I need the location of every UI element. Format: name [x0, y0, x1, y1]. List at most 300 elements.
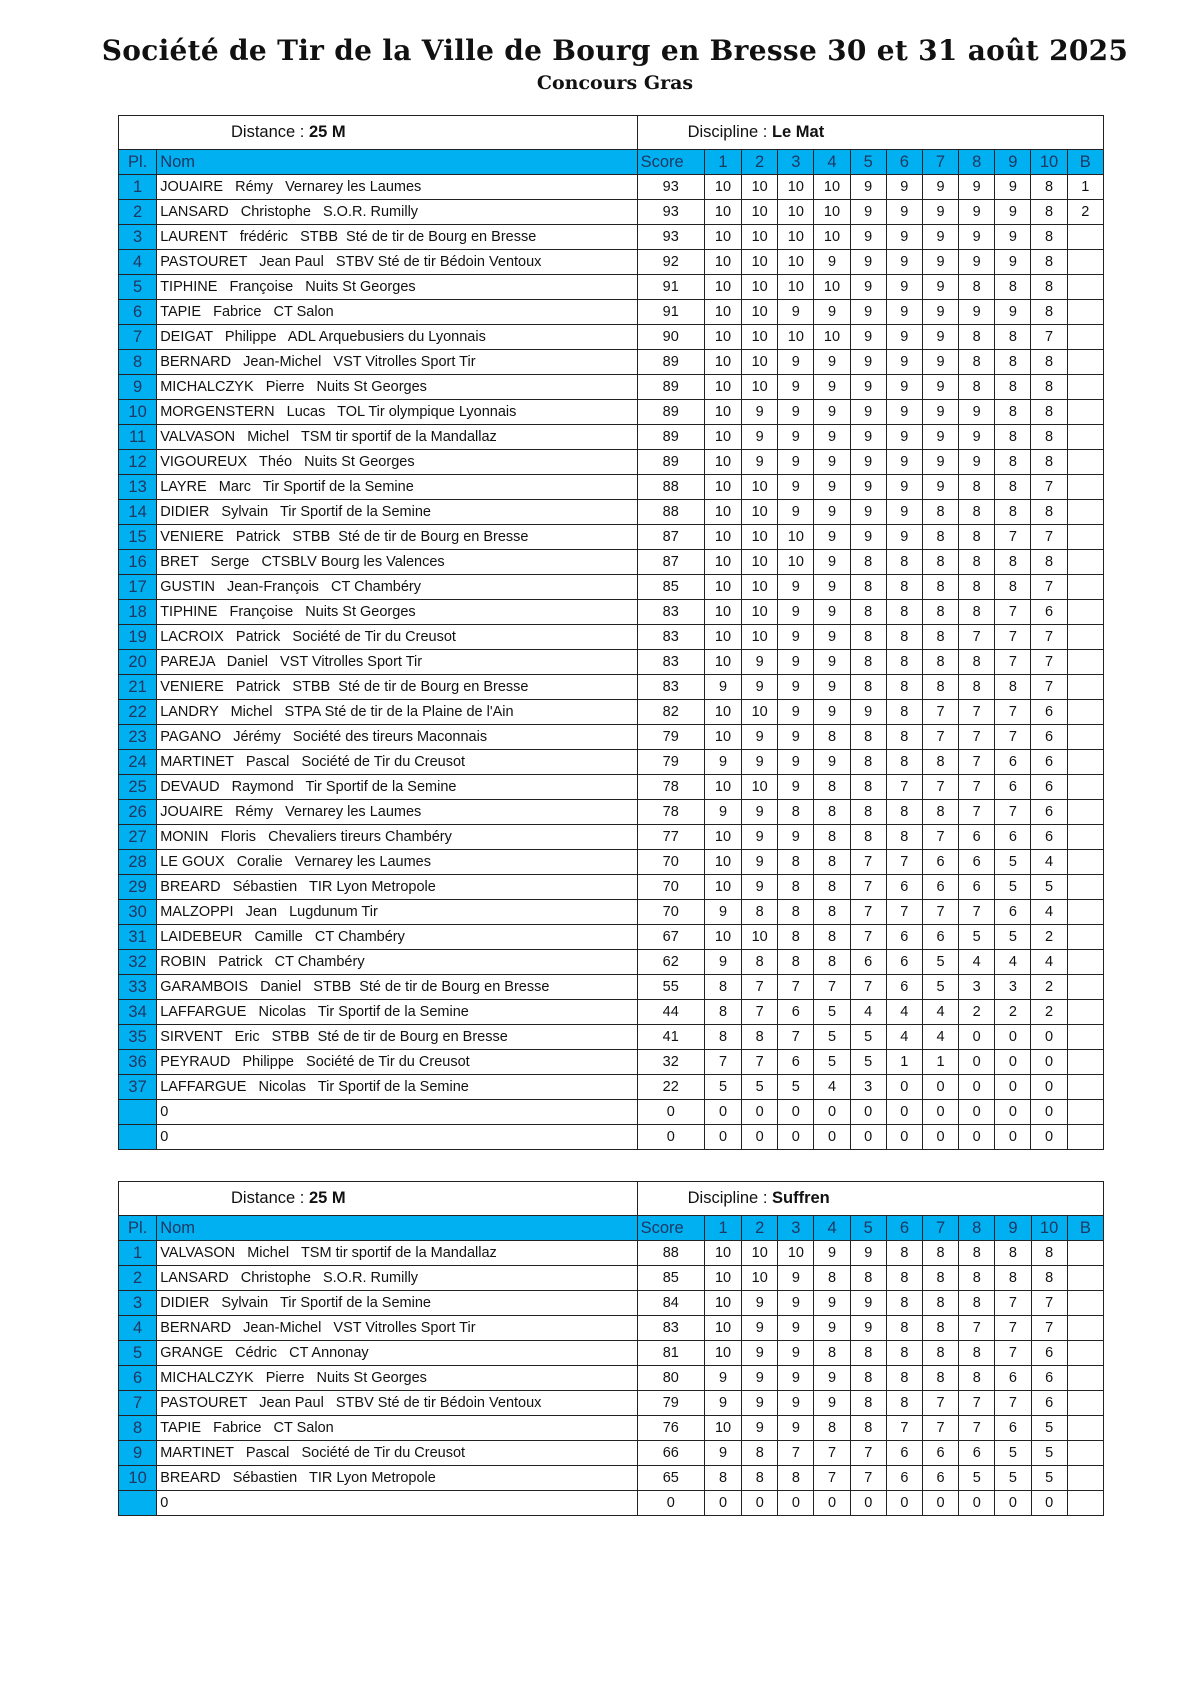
shot-cell: 10 — [704, 275, 741, 300]
shot-cell: 9 — [886, 300, 922, 325]
table-info-row — [119, 1182, 1104, 1216]
shot-cell: 6 — [1031, 725, 1067, 750]
shot-cell: 6 — [1031, 1366, 1067, 1391]
shot-cell: 8 — [886, 700, 922, 725]
barrage-cell — [1067, 1466, 1103, 1491]
name-cell: LE GOUX Coralie Vernarey les Laumes — [157, 850, 637, 875]
name-cell: LAURENT frédéric STBB Sté de tir de Bourg en Bresse — [157, 225, 637, 250]
shot-cell: 9 — [742, 425, 778, 450]
shot-cell: 6 — [959, 825, 995, 850]
shot-cell: 7 — [959, 725, 995, 750]
shot-cell: 8 — [778, 950, 814, 975]
shot-cell: 9 — [742, 675, 778, 700]
place-cell: 9 — [119, 375, 157, 400]
shot-cell: 10 — [742, 525, 778, 550]
shot-cell: 9 — [778, 500, 814, 525]
shot-cell: 8 — [778, 900, 814, 925]
shot-cell: 6 — [1031, 775, 1067, 800]
shot-cell: 8 — [995, 675, 1031, 700]
barrage-cell — [1067, 450, 1103, 475]
shot-cell: 9 — [886, 225, 922, 250]
shot-cell: 8 — [959, 1266, 995, 1291]
shot-cell: 8 — [995, 350, 1031, 375]
place-cell: 10 — [119, 1466, 157, 1491]
shot-cell: 8 — [923, 1341, 959, 1366]
table-row — [119, 850, 1104, 875]
shot-cell: 8 — [814, 1341, 850, 1366]
table-row — [119, 1466, 1104, 1491]
shot-cell: 4 — [922, 1025, 958, 1050]
shot-cell: 8 — [850, 825, 886, 850]
shot-cell: 10 — [814, 225, 850, 250]
shot-cell: 8 — [995, 375, 1031, 400]
shot-cell: 9 — [995, 300, 1031, 325]
place-cell: 24 — [119, 750, 157, 775]
shot-cell: 10 — [704, 225, 741, 250]
shot-cell: 10 — [704, 450, 741, 475]
name-cell: MORGENSTERN Lucas TOL Tir olympique Lyonnais — [157, 400, 637, 425]
score-cell: 83 — [637, 650, 704, 675]
barrage-cell — [1067, 500, 1103, 525]
shot-cell: 8 — [959, 525, 995, 550]
shot-cell: 6 — [922, 875, 958, 900]
shot-cell: 10 — [778, 175, 814, 200]
shot-cell: 8 — [959, 1341, 995, 1366]
shot-cell: 8 — [959, 650, 995, 675]
shot-cell: 9 — [704, 1366, 741, 1391]
shot-cell: 10 — [704, 1241, 741, 1266]
shot-cell: 8 — [995, 425, 1031, 450]
name-cell: JOUAIRE Rémy Vernarey les Laumes — [157, 175, 637, 200]
shot-cell: 7 — [959, 775, 995, 800]
column-header: 6 — [886, 1216, 922, 1241]
shot-cell: 9 — [995, 200, 1031, 225]
shot-cell: 9 — [814, 600, 850, 625]
shot-cell: 8 — [778, 800, 814, 825]
shot-cell: 10 — [704, 850, 741, 875]
column-header: Score — [637, 150, 704, 175]
shot-cell: 9 — [850, 350, 886, 375]
barrage-cell — [1067, 1125, 1103, 1150]
shot-cell: 8 — [778, 1466, 814, 1491]
discipline-label: Discipline : — [687, 123, 772, 141]
place-cell — [119, 1125, 157, 1150]
shot-cell: 9 — [704, 800, 741, 825]
shot-cell: 7 — [995, 725, 1031, 750]
shot-cell: 10 — [704, 875, 741, 900]
shot-cell: 10 — [704, 775, 741, 800]
place-cell: 6 — [119, 1366, 157, 1391]
shot-cell: 2 — [995, 1000, 1031, 1025]
column-header: 5 — [850, 150, 886, 175]
shot-cell: 0 — [814, 1125, 850, 1150]
shot-cell: 9 — [778, 700, 814, 725]
place-cell: 6 — [119, 300, 157, 325]
shot-cell: 9 — [850, 325, 886, 350]
shot-cell: 8 — [850, 1416, 886, 1441]
shot-cell: 8 — [923, 1366, 959, 1391]
shot-cell: 5 — [814, 1000, 850, 1025]
shot-cell: 9 — [886, 425, 922, 450]
score-cell: 89 — [637, 400, 704, 425]
shot-cell: 7 — [922, 725, 958, 750]
shot-cell: 8 — [704, 1466, 741, 1491]
shot-cell: 7 — [742, 1050, 778, 1075]
score-cell: 89 — [637, 425, 704, 450]
place-cell: 22 — [119, 700, 157, 725]
shot-cell: 2 — [959, 1000, 995, 1025]
shot-cell: 10 — [704, 625, 741, 650]
column-header: Pl. — [119, 150, 157, 175]
shot-cell: 9 — [995, 175, 1031, 200]
shot-cell: 0 — [886, 1125, 922, 1150]
shot-cell: 6 — [922, 925, 958, 950]
shot-cell: 8 — [959, 1241, 995, 1266]
table-row — [119, 950, 1104, 975]
shot-cell: 10 — [742, 350, 778, 375]
shot-cell: 8 — [922, 525, 958, 550]
barrage-cell — [1067, 1391, 1103, 1416]
shot-cell: 8 — [742, 1466, 778, 1491]
shot-cell: 6 — [886, 1466, 922, 1491]
shot-cell: 0 — [995, 1491, 1031, 1516]
table-row — [119, 1316, 1104, 1341]
shot-cell: 7 — [995, 600, 1031, 625]
shot-cell: 9 — [922, 225, 958, 250]
shot-cell: 9 — [742, 400, 778, 425]
shot-cell: 10 — [778, 275, 814, 300]
column-header: 8 — [959, 1216, 995, 1241]
table-row — [119, 1416, 1104, 1441]
barrage-cell — [1067, 1291, 1103, 1316]
shot-cell: 7 — [923, 1416, 959, 1441]
shot-cell: 9 — [814, 375, 850, 400]
shot-cell: 8 — [886, 1316, 922, 1341]
name-cell: DIDIER Sylvain Tir Sportif de la Semine — [157, 1291, 637, 1316]
shot-cell: 4 — [886, 1000, 922, 1025]
barrage-cell — [1067, 900, 1103, 925]
place-cell: 25 — [119, 775, 157, 800]
barrage-cell — [1067, 675, 1103, 700]
shot-cell: 9 — [850, 1291, 886, 1316]
shot-cell: 8 — [742, 1025, 778, 1050]
shot-cell: 5 — [922, 950, 958, 975]
name-cell: MARTINET Pascal Société de Tir du Creusot — [157, 750, 637, 775]
shot-cell: 9 — [704, 1391, 741, 1416]
shot-cell: 6 — [959, 1441, 995, 1466]
shot-cell: 9 — [778, 575, 814, 600]
column-header: 1 — [704, 1216, 741, 1241]
table-row — [119, 900, 1104, 925]
shot-cell: 7 — [1031, 1316, 1067, 1341]
shot-cell: 8 — [922, 750, 958, 775]
barrage-cell — [1067, 1366, 1103, 1391]
discipline-cell — [637, 1182, 1103, 1216]
shot-cell: 7 — [1031, 650, 1067, 675]
score-cell: 89 — [637, 375, 704, 400]
shot-cell: 8 — [995, 1241, 1031, 1266]
shot-cell: 10 — [814, 275, 850, 300]
column-header: Pl. — [119, 1216, 157, 1241]
shot-cell: 9 — [814, 1391, 850, 1416]
shot-cell: 8 — [1031, 225, 1067, 250]
shot-cell: 8 — [1031, 450, 1067, 475]
shot-cell: 8 — [886, 750, 922, 775]
place-cell: 8 — [119, 1416, 157, 1441]
score-cell: 83 — [637, 1316, 704, 1341]
score-cell: 70 — [637, 875, 704, 900]
shot-cell: 9 — [850, 450, 886, 475]
shot-cell: 9 — [850, 300, 886, 325]
shot-cell: 8 — [1031, 300, 1067, 325]
shot-cell: 9 — [742, 1416, 778, 1441]
distance-cell — [119, 1182, 638, 1216]
barrage-cell — [1067, 1316, 1103, 1341]
shot-cell: 9 — [778, 1266, 814, 1291]
shot-cell: 9 — [778, 1316, 814, 1341]
table-row — [119, 1366, 1104, 1391]
barrage-cell — [1067, 300, 1103, 325]
shot-cell: 4 — [814, 1075, 850, 1100]
shot-cell: 0 — [1031, 1491, 1067, 1516]
score-cell: 62 — [637, 950, 704, 975]
score-cell: 0 — [637, 1125, 704, 1150]
shot-cell: 1 — [886, 1050, 922, 1075]
score-cell: 89 — [637, 450, 704, 475]
column-header: Nom — [157, 1216, 637, 1241]
shot-cell: 9 — [922, 250, 958, 275]
name-cell: LANSARD Christophe S.O.R. Rumilly — [157, 200, 637, 225]
shot-cell: 0 — [778, 1125, 814, 1150]
shot-cell: 8 — [1031, 200, 1067, 225]
shot-cell: 9 — [778, 425, 814, 450]
shot-cell: 10 — [704, 925, 741, 950]
shot-cell: 8 — [1031, 400, 1067, 425]
column-header: B — [1067, 150, 1103, 175]
shot-cell: 8 — [814, 925, 850, 950]
score-cell: 80 — [637, 1366, 704, 1391]
shot-cell: 6 — [1031, 800, 1067, 825]
shot-cell: 8 — [995, 275, 1031, 300]
shot-cell: 9 — [850, 475, 886, 500]
place-cell: 3 — [119, 225, 157, 250]
shot-cell: 8 — [704, 1025, 741, 1050]
shot-cell: 5 — [704, 1075, 741, 1100]
shot-cell: 9 — [959, 175, 995, 200]
name-cell: VENIERE Patrick STBB Sté de tir de Bourg en Bresse — [157, 525, 637, 550]
shot-cell: 9 — [814, 500, 850, 525]
shot-cell: 8 — [995, 550, 1031, 575]
shot-cell: 6 — [886, 1441, 922, 1466]
table-row — [119, 375, 1104, 400]
shot-cell: 10 — [704, 650, 741, 675]
shot-cell: 10 — [742, 925, 778, 950]
table-row — [119, 500, 1104, 525]
name-cell: PASTOURET Jean Paul STBV Sté de tir Bédoin Ventoux — [157, 1391, 637, 1416]
discipline-value: Le Mat — [771, 123, 825, 141]
column-header: 2 — [742, 1216, 778, 1241]
score-cell: 82 — [637, 700, 704, 725]
shot-cell: 0 — [995, 1075, 1031, 1100]
shot-cell: 10 — [814, 175, 850, 200]
score-cell: 83 — [637, 600, 704, 625]
shot-cell: 6 — [1031, 1341, 1067, 1366]
barrage-cell — [1067, 575, 1103, 600]
place-cell: 32 — [119, 950, 157, 975]
place-cell: 16 — [119, 550, 157, 575]
shot-cell: 8 — [886, 1391, 922, 1416]
shot-cell: 9 — [922, 450, 958, 475]
shot-cell: 10 — [742, 575, 778, 600]
score-cell: 88 — [637, 500, 704, 525]
shot-cell: 8 — [814, 800, 850, 825]
barrage-cell — [1067, 375, 1103, 400]
shot-cell: 8 — [1031, 550, 1067, 575]
barrage-cell — [1067, 425, 1103, 450]
score-cell: 32 — [637, 1050, 704, 1075]
shot-cell: 10 — [778, 200, 814, 225]
shot-cell: 0 — [1031, 1075, 1067, 1100]
shot-cell: 7 — [959, 800, 995, 825]
distance-cell — [119, 116, 638, 150]
shot-cell: 9 — [922, 275, 958, 300]
shot-cell: 8 — [1031, 350, 1067, 375]
shot-cell: 5 — [1031, 1441, 1067, 1466]
score-cell: 87 — [637, 550, 704, 575]
shot-cell: 10 — [742, 625, 778, 650]
shot-cell: 0 — [814, 1491, 850, 1516]
score-cell: 67 — [637, 925, 704, 950]
shot-cell: 0 — [1031, 1125, 1067, 1150]
shot-cell: 0 — [959, 1100, 995, 1125]
shot-cell: 9 — [922, 175, 958, 200]
barrage-cell: 1 — [1067, 175, 1103, 200]
shot-cell: 9 — [778, 825, 814, 850]
shot-cell: 7 — [850, 1441, 886, 1466]
shot-cell: 8 — [959, 350, 995, 375]
shot-cell: 9 — [814, 1316, 850, 1341]
table-row — [119, 1050, 1104, 1075]
table-row — [119, 925, 1104, 950]
shot-cell: 9 — [850, 425, 886, 450]
shot-cell: 9 — [922, 400, 958, 425]
shot-cell: 5 — [995, 850, 1031, 875]
shot-cell: 8 — [959, 1291, 995, 1316]
page-subtitle: Concours Gras — [536, 72, 694, 94]
table-row — [119, 725, 1104, 750]
shot-cell: 9 — [886, 200, 922, 225]
shot-cell: 0 — [995, 1100, 1031, 1125]
shot-cell: 0 — [959, 1025, 995, 1050]
shot-cell: 8 — [850, 800, 886, 825]
shot-cell: 10 — [778, 550, 814, 575]
shot-cell: 10 — [742, 300, 778, 325]
shot-cell: 7 — [922, 825, 958, 850]
shot-cell: 9 — [778, 1341, 814, 1366]
name-cell: MICHALCZYK Pierre Nuits St Georges — [157, 375, 637, 400]
shot-cell: 8 — [850, 600, 886, 625]
name-cell: TAPIE Fabrice CT Salon — [157, 1416, 637, 1441]
barrage-cell — [1067, 850, 1103, 875]
shot-cell: 9 — [778, 475, 814, 500]
shot-cell: 8 — [922, 800, 958, 825]
score-cell: 79 — [637, 725, 704, 750]
shot-cell: 10 — [704, 200, 741, 225]
shot-cell: 8 — [850, 775, 886, 800]
shot-cell: 8 — [1031, 250, 1067, 275]
shot-cell: 7 — [1031, 475, 1067, 500]
shot-cell: 0 — [995, 1025, 1031, 1050]
barrage-cell: 2 — [1067, 200, 1103, 225]
shot-cell: 9 — [850, 275, 886, 300]
shot-cell: 7 — [959, 1391, 995, 1416]
score-cell: 66 — [637, 1441, 704, 1466]
shot-cell: 9 — [778, 400, 814, 425]
name-cell: LAYRE Marc Tir Sportif de la Semine — [157, 475, 637, 500]
shot-cell: 9 — [959, 425, 995, 450]
shot-cell: 6 — [995, 1416, 1031, 1441]
shot-cell: 5 — [778, 1075, 814, 1100]
name-cell: 0 — [157, 1491, 637, 1516]
table-row — [119, 750, 1104, 775]
shot-cell: 10 — [704, 375, 741, 400]
shot-cell: 8 — [923, 1316, 959, 1341]
shot-cell: 3 — [850, 1075, 886, 1100]
table-row — [119, 325, 1104, 350]
name-cell: SIRVENT Eric STBB Sté de tir de Bourg en Bresse — [157, 1025, 637, 1050]
column-header: 7 — [923, 1216, 959, 1241]
shot-cell: 0 — [922, 1100, 958, 1125]
table-row — [119, 1341, 1104, 1366]
shot-cell: 9 — [778, 1291, 814, 1316]
shot-cell: 8 — [850, 575, 886, 600]
place-cell: 3 — [119, 1291, 157, 1316]
results-table-suffren — [118, 1181, 1104, 1516]
score-cell: 0 — [637, 1100, 704, 1125]
shot-cell: 9 — [704, 1441, 741, 1466]
score-cell: 79 — [637, 750, 704, 775]
shot-cell: 0 — [995, 1050, 1031, 1075]
name-cell: DIDIER Sylvain Tir Sportif de la Semine — [157, 500, 637, 525]
shot-cell: 9 — [850, 700, 886, 725]
shot-cell: 0 — [742, 1125, 778, 1150]
shot-cell: 7 — [995, 650, 1031, 675]
place-cell: 1 — [119, 175, 157, 200]
barrage-cell — [1067, 550, 1103, 575]
shot-cell: 10 — [704, 500, 741, 525]
shot-cell: 10 — [704, 575, 741, 600]
score-cell: 78 — [637, 775, 704, 800]
shot-cell: 8 — [1031, 275, 1067, 300]
shot-cell: 8 — [959, 500, 995, 525]
place-cell: 15 — [119, 525, 157, 550]
table-row — [119, 350, 1104, 375]
shot-cell: 8 — [850, 1391, 886, 1416]
barrage-cell — [1067, 925, 1103, 950]
name-cell: 0 — [157, 1125, 637, 1150]
shot-cell: 10 — [742, 500, 778, 525]
shot-cell: 9 — [814, 400, 850, 425]
shot-cell: 8 — [995, 1266, 1031, 1291]
shot-cell: 9 — [922, 325, 958, 350]
shot-cell: 9 — [886, 450, 922, 475]
column-header: 10 — [1031, 1216, 1067, 1241]
shot-cell: 9 — [850, 525, 886, 550]
name-cell: PAREJA Daniel VST Vitrolles Sport Tir — [157, 650, 637, 675]
shot-cell: 7 — [995, 1316, 1031, 1341]
shot-cell: 9 — [850, 1241, 886, 1266]
shot-cell: 8 — [886, 1266, 922, 1291]
